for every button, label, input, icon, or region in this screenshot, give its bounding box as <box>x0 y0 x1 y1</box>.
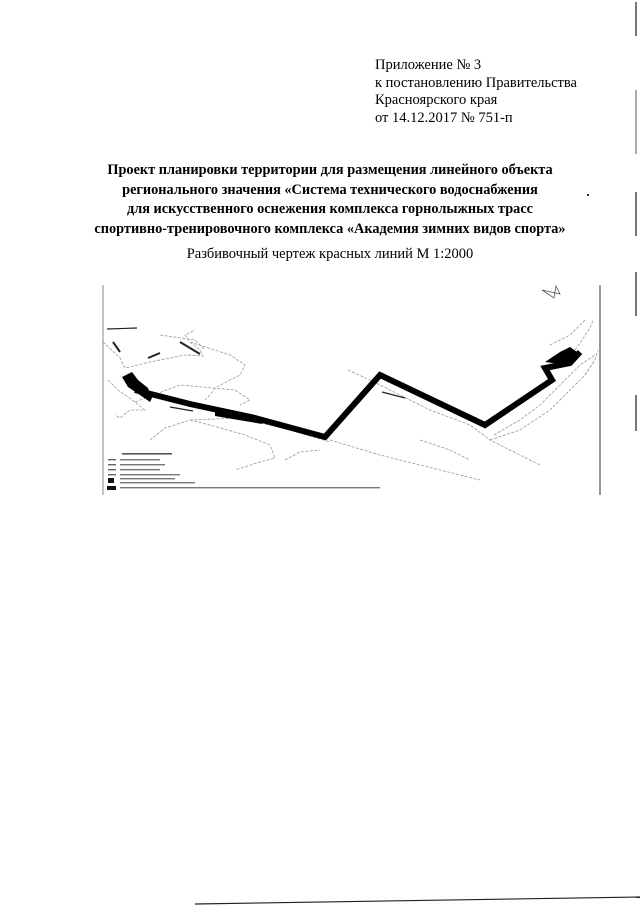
appendix-block <box>375 57 577 127</box>
appendix-line: от 14.12.2017 № 751-п <box>375 109 513 126</box>
map-legend <box>107 453 380 490</box>
scan-edge <box>635 192 637 236</box>
layout-drawing <box>90 280 610 500</box>
scan-edge <box>635 2 637 36</box>
document-title <box>60 161 600 239</box>
scan-speck <box>587 194 589 196</box>
title-line: регионального значения «Система технического водоснабжения <box>122 181 538 198</box>
drawing-subtitle: Разбивочный чертеж красных линий М 1:2000 <box>186 246 474 262</box>
appendix-line: к постановлению Правительства <box>375 74 577 91</box>
north-arrow-icon <box>542 286 560 298</box>
scan-edge <box>635 395 637 431</box>
title-line: спортивно-тренировочного комплекса «Академия зимних видов спорта» <box>94 220 566 237</box>
scan-edge <box>635 272 637 316</box>
title-line: Проект планировки территории для размещения линейного объекта <box>107 162 553 178</box>
appendix-line: Приложение № 3 <box>375 57 482 73</box>
title-line: для искусственного оснежения комплекса горнолыжных трасс <box>126 201 534 217</box>
appendix-line: Красноярского края <box>375 92 498 108</box>
scan-edge <box>635 90 637 154</box>
route-polyline <box>122 347 580 437</box>
map-svg <box>90 280 610 500</box>
